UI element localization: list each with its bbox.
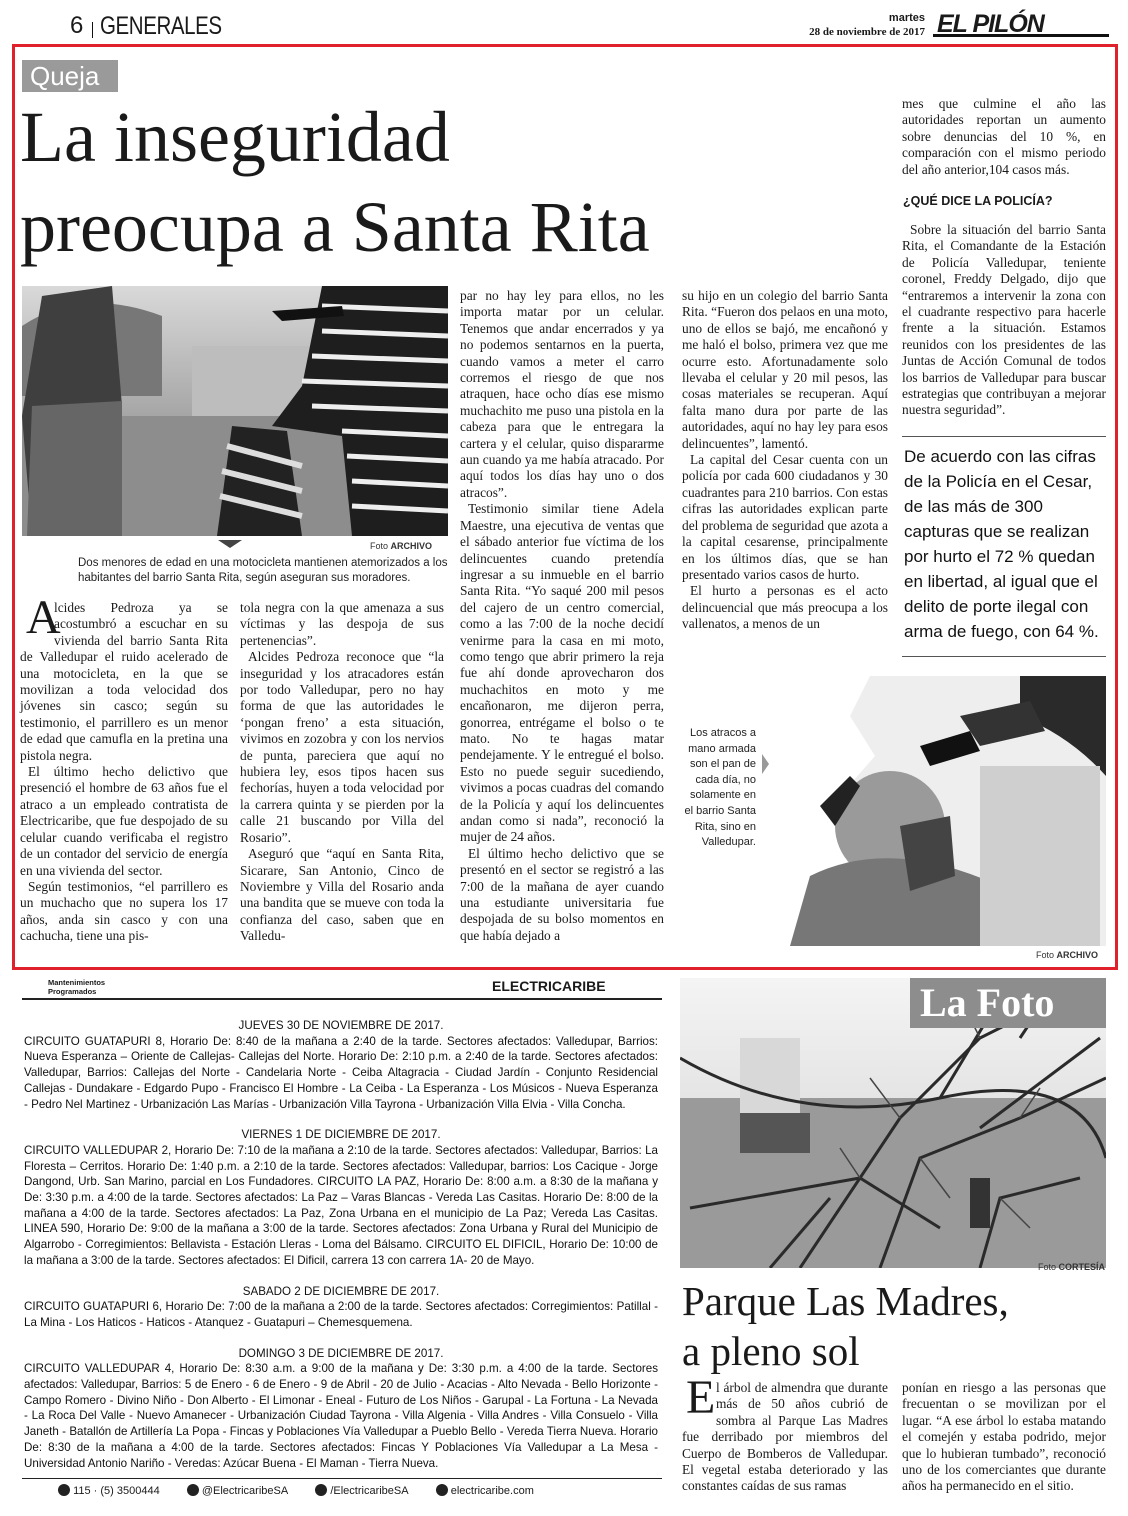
electricaribe-ad bbox=[22, 978, 662, 1504]
photo2-credit-prefix: Foto bbox=[1036, 950, 1055, 960]
facebook-icon bbox=[315, 1484, 327, 1496]
sidebar-rule-top bbox=[902, 436, 1106, 437]
twitter-icon bbox=[187, 1484, 199, 1496]
la-foto-banner bbox=[910, 978, 1106, 1028]
article-column-5b bbox=[902, 222, 1106, 419]
col2-paragraph-2: Alcides Pedroza reconoce que “la inseguridad y los atracadores están por todo Valledupar, pero no hay forma de que las autoridades le ‘pongan freno’ a esta situación, vivimos en zozobra y con los nervios de punta, pareciera que aquí no hubiera ley, esos tipos hacen sus fechorías, huyen a toda velocidad por la carrera quinta y se pierden por la calle 21 buscando por Villa del Rosario”. bbox=[240, 649, 444, 845]
col3-paragraph-2: Testimonio similar tiene Adela Maestre, una ejecutiva de ventas que el sábado anterior fue víctima de los delincuentes cuando pretendía ingresar a su inmueble en el barrio Santa Rita. “Yo saqué 200 mil pesos del cajero de un centro comercial, como a las 7:00 de la noche decidí venirme para la casa en mi moto, como tengo que abrir primero la reja fue ahí donde aprovecharon dos muchachitos en moto y me encañonaron, me dijeron perra, gonorrea, entrégame el bolso o te mato. No te hagas matar pendejamente. Y le entregué el bolso. Esto no puede seguir sucediendo, vivimos a pocas cuadras del comando de la Policía y aquí los delincuentes andan como si nada”, reconoció la mujer de 24 años. bbox=[460, 501, 664, 845]
header-divider bbox=[92, 22, 93, 38]
ad-day-4: DOMINGO 3 DE DICIEMBRE DE 2017. bbox=[238, 1346, 444, 1360]
police-subhead: ¿QUÉ DICE LA POLICÍA? bbox=[903, 194, 1053, 208]
ad-tag: Mantenimientos Programados bbox=[48, 978, 106, 996]
ad-schedule bbox=[24, 1018, 658, 1471]
section-title: GENERALES bbox=[100, 12, 222, 40]
ad-text-4: CIRCUITO VALLEDUPAR 4, Horario De: 8:30 a.m. a 9:00 de la mañana y De: 3:30 p.m. a 4:00 de la tarde. Sectores afectados: Valledupar, Barrios: 5 de Enero - 6 de Enero - 9 de Abril - 20 de Julio - Acacias - Alto Nevada - Bello Horizonte - Campo Romero - Divino Niño - Don Alberto - El Limonar - Eneal - Futuro de Los Niños - Garupal - La Fortuna - La Nevada - La Roca Del Valle - Nuevo Amanecer - Urbanización Ciudad Tayrona - Villa Algenia - Villa Andres - Villa Consuelo - Villa Janeth - Batallón de Artillería La Popa - Fincas y Poblaciones Vía Valledupar a Pueblo Bello - Vereda Tierra Nueva. Horario De: 8:30 de la mañana a 4:00 de la tarde. Sectores afectados: Fincas Y Poblaciones Vía Valledupar a La Mesa - Universidad Antonio Nariño - Veredas: Azúcar Buena - El Maman - Tierra Nueva. bbox=[24, 1362, 658, 1470]
ad-text-3: CIRCUITO GUATAPURI 6, Horario De: 7:00 de la mañana a 2:00 de la tarde. Sectores afectados: Corregimientos: Patillal - La Mina - Los Haticos - Haticos - Atanquez - Guatapuri – Chemesquemena. bbox=[24, 1300, 658, 1329]
article-column-2 bbox=[240, 600, 444, 945]
page-number: 6 bbox=[70, 12, 84, 39]
la-foto-headline-line-1: Parque Las Madres, bbox=[682, 1278, 1009, 1324]
la-foto-headline bbox=[682, 1276, 1108, 1376]
ad-brand: ELECTRICARIBE bbox=[492, 978, 606, 994]
ad-web: electricaribe.com bbox=[450, 1485, 534, 1497]
la-foto-column-2 bbox=[902, 1380, 1106, 1495]
col3-paragraph-1: par no hay ley para ellos, no les importa matar por un celular. Tenemos que andar encerrados y ya no podemos sentarnos en la puerta, cuando vamos a meter el carro corremos el riesgo de que nos atraquen, hace ocho días ese mismo muchachito me puso una pistola en la cabeza para que le entregara la cartera y el celular, quiso dispararme aun cuando ya me había atracado. Por aquí todos los días hay uno o dos atracos”. bbox=[460, 288, 664, 500]
kicker-text: Queja bbox=[30, 61, 100, 91]
col4-paragraph-3: El hurto a personas es el acto delincuencial que más preocupa a los vallenatos, a menos de un bbox=[682, 583, 888, 632]
la-foto-credit-prefix: Foto bbox=[1038, 1262, 1057, 1272]
ad-day-2: VIERNES 1 DE DICIEMBRE DE 2017. bbox=[241, 1128, 441, 1142]
ad-twitter: @ElectricaribeSA bbox=[201, 1485, 289, 1497]
col3-paragraph-3: El último hecho delictivo que se presentó en el sector se registró a las 7:00 de la mañana de ayer cuando una estudiante universitaria fue despojada de su bolso momentos en que había dejado a bbox=[460, 845, 664, 943]
photo1-credit-source: ARCHIVO bbox=[390, 541, 433, 551]
caption-pointer-icon bbox=[218, 540, 242, 548]
caption2-pointer-icon bbox=[762, 754, 769, 774]
ad-footer bbox=[58, 1484, 658, 1497]
newspaper-logo: EL PILÓN bbox=[937, 10, 1044, 38]
article-headline bbox=[20, 92, 880, 272]
la-foto-photo bbox=[680, 978, 1106, 1268]
photo-robbery-motorcycle bbox=[22, 286, 448, 536]
col5-paragraph-1: mes que culmine el año las autoridades reportan un aumento sobre denuncias del 10 %, en comparación con el mismo periodo del año anterior,104 casos más. bbox=[902, 96, 1106, 177]
photo2-credit-source: ARCHIVO bbox=[1056, 950, 1099, 960]
col5b-paragraph-1: Sobre la situación del barrio Santa Rita, el Comandante de la Estación de Policía Valledupar, teniente coronel, Freddy Delgado, dijo que “entraremos a intervenir la zona con el cuadrante respectivo para hacerle frente a la situación. Estamos reunidos con los presidentes de las Juntas de Acción Comunal de todos los barrios de Valledupar para buscar estrategias que contribuyan a mejorar nuestra seguridad”. bbox=[902, 222, 1106, 418]
ad-facebook: /ElectricaribeSA bbox=[330, 1485, 409, 1497]
col1-paragraph-1: lcides Pedroza ya se acostumbró a escuchar en su vivienda del barrio Santa Rita de Valledupar el ruido acelerado de una motocicleta, en la que se movilizan a toda velocidad dos jóvenes sin casco; según su testimonio, el parrillero es un menor de edad que camufla en la pretina una pistola negra. bbox=[20, 600, 228, 763]
ad-day-3: SABADO 2 DE DICIEMBRE DE 2017. bbox=[242, 1284, 440, 1298]
col2-paragraph-3: Aseguró que “aquí en Santa Rita, Sicarare, San Antonio, Cinco de Noviembre y Villa del Rosario anda una bandita que se mueve con toda la confianza del caso, saben que en Valledu- bbox=[240, 846, 444, 944]
la-foto-text-2: ponían en riesgo a las personas que frecuentan o se movilizan por el lugar. “A ese árbol lo estaba matando el comején y estaba podrido, mejor que lo hubieran tumbado”, reconoció uno de los comerciantes que durante años ha permanecido en el sitio. bbox=[902, 1380, 1106, 1494]
photo1-credit-prefix: Foto bbox=[370, 541, 389, 551]
photo2-credit bbox=[1036, 950, 1098, 960]
article-column-3 bbox=[460, 288, 664, 944]
la-foto-column-1 bbox=[682, 1371, 888, 1495]
ad-top-rule bbox=[22, 998, 662, 1000]
la-foto-credit bbox=[1038, 1262, 1105, 1272]
la-foto-text-1: l árbol de almendra que durante más de 50 años cubrió de sombra al Parque Las Madres fue derribado por miembros del Cuerpo de Bomberos de Valledupar. El vegetal estaba deteriorado y las constantes caídas de sus ramas bbox=[682, 1380, 888, 1494]
col4-paragraph-1: su hijo en un colegio del barrio Santa Rita. “Fueron dos pelaos en una moto, uno de ellos se bajó, me encañonó y me haló el bolso, primera vez que me ocurre esto. Afortunadamente solo llevaba el celular y 20 mil pesos, las cosas materiales se recuperan. Aquí falta mano dura por parte de las autoridades, aquí no hay ley para esos delincuentes”, lamentó. bbox=[682, 288, 888, 451]
web-icon bbox=[436, 1484, 448, 1496]
ad-text-1: CIRCUITO GUATAPURI 8, Horario De: 8:40 de la mañana a 2:40 de la tarde. Sectores afectados: Valledupar, Barrios: Nueva Esperanza – Oriente de Callejas- Callejas del Norte. Horario De: 2:10 p.m. a 2:40 de la tarde. Sectores afectados: Valledupar, Barrios: Callejas del Norte - Candelaria Norte - Ceiba Altagracia - Ciudad Jardín - Conjunto Residencial Callejas - Dundakare - Edgardo Pupo - Francisco El Hombre - La Ceiba - La Esperanza - Los Músicos - Nueva Esperanza - Pedro Nel Martinez - Urbanización Las Marías - Urbanización Villa Tayrona - Urbanización Villa Elvia - Villa Concha. bbox=[24, 1034, 658, 1111]
ad-bottom-rule bbox=[22, 1478, 662, 1479]
article-column-1 bbox=[20, 591, 228, 945]
article-column-5 bbox=[902, 96, 1106, 178]
ad-phone: 115 · (5) 3500444 bbox=[73, 1485, 160, 1497]
photo-gun-to-head bbox=[780, 676, 1106, 946]
headline-line-2: preocupa a Santa Rita bbox=[20, 187, 650, 267]
police-stats-sidebar: De acuerdo con las cifras de la Policía en el Cesar, de las más de 300 capturas que se realizan por hurto el 72 % quedan en libertad, al igual que el delito de porte ilegal con arma de fuego, con 64 %. bbox=[904, 447, 1099, 641]
la-foto-headline-line-2: a pleno sol bbox=[682, 1328, 860, 1374]
photo2-caption: Los atracos a mano armada son el pan de cada día, no solamente en el barrio Santa Rita, sino en Valledupar. bbox=[684, 727, 756, 849]
page-header bbox=[0, 0, 1128, 42]
la-foto-credit-source: CORTESÍA bbox=[1058, 1262, 1106, 1272]
col2-paragraph-1: tola negra con la que amenaza a sus víctimas y las despoja de sus pertenencias”. bbox=[240, 600, 444, 648]
col1-paragraph-2: El último hecho delictivo que presenció el hombre de 63 años fue el atraco a un empleado contratista de Electricaribe, que fue despojado de su celular cuando verificaba el registro de un contador del servicio de energía en una vivienda del sector. bbox=[20, 764, 228, 878]
ad-day-1: JUEVES 30 DE NOVIEMBRE DE 2017. bbox=[238, 1019, 444, 1032]
article-kicker bbox=[22, 60, 118, 92]
header-logo-box bbox=[933, 12, 1109, 38]
sidebar-rule-bottom bbox=[902, 656, 1106, 657]
ad-text-2: CIRCUITO VALLEDUPAR 2, Horario De: 7:10 de la mañana a 2:10 de la tarde. Sectores afectados: Valledupar, Barrios: La Floresta – Cerritos. Horario De: 1:40 p.m. a 2:10 de la tarde. Sectores afectados: Valledupar, barrios: Los Cacique - Jorge Dangond, Urb. San Marino, parcial en Los Fundadores. CIRCUITO LA PAZ, Horario De: 8:00 a.m. a 8:30 de la mañana y De: 3:30 p.m. a 4:00 de la tarde. Sectores afectados: La Paz – Varas Blancas - Vereda Las Casitas. Horario De: 8:00 de la mañana a 4:00 de la tarde. Sectores afectados: La Paz, Zona Urbana en el municipio de La Paz; Vereda Las Casitas. LINEA 590, Horario De: 9:00 de la mañana a 3:00 de la tarde. Sectores afectados: Zona Urbana y Rural del Municipio de Algarrobo - Corregimientos: Bellavista - Estación Lleras - Loma del Bálsamo. CIRCUITO EL DIFICIL, Horario De: 10:00 de la mañana a 3:00 de la tarde. Sectores afectados: El Dificil, carrera 13 con carrera 1A- 20 de Mayo. bbox=[24, 1143, 658, 1267]
header-date: 28 de noviembre de 2017 bbox=[809, 26, 925, 38]
photo1-credit bbox=[370, 541, 432, 551]
headline-line-1: La inseguridad bbox=[20, 97, 450, 177]
article-column-4 bbox=[682, 288, 888, 633]
phone-icon bbox=[58, 1484, 70, 1496]
la-foto-banner-text: La Foto bbox=[920, 980, 1055, 1025]
photo1-caption: Dos menores de edad en una motocicleta mantienen atemorizados a los habitantes del barrio Santa Rita, según aseguran sus moradores. bbox=[78, 557, 448, 584]
header-weekday: martes bbox=[888, 12, 925, 24]
drop-cap: A bbox=[26, 591, 61, 644]
la-foto-drop-cap: E bbox=[686, 1371, 716, 1424]
col4-paragraph-2: La capital del Cesar cuenta con un policía por cada 600 ciudadanos y 30 cuadrantes para 210 barrios. Con estas cifras las autoridades explican parte del problema de seguridad que azota a la capital cesarense, principalmente en los últimos días, que se han presentado varios casos de hurto. bbox=[682, 452, 888, 582]
col1-paragraph-3: Según testimonios, “el parrillero es un muchacho que no supera los 17 años, anda sin casco y con una cachucha, tiene una pis- bbox=[20, 878, 228, 944]
